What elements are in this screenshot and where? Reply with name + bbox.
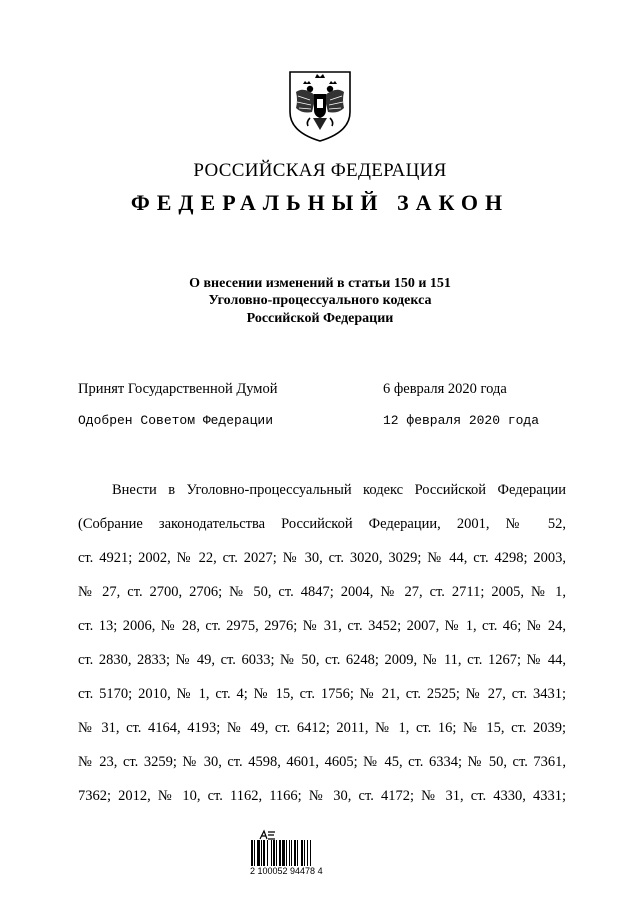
law-title-line: Российской Федерации (246, 311, 394, 326)
body-text-line: № 23, ст. 3259; № 30, ст. 4598, 4601, 4605; № 45, ст. 6334; № 50, ст. 7361, (78, 754, 566, 770)
body-text-line: № 27, ст. 2700, 2706; № 50, ст. 4847; 2004, № 27, ст. 2711; 2005, № 1, (78, 584, 566, 600)
stamp-mark (259, 828, 277, 840)
body-text-line: Внести в Уголовно-процессуальный кодекс Российской Федерации (112, 482, 566, 498)
body-text-line: ст. 5170; 2010, № 1, ст. 4; № 15, ст. 1756; № 21, ст. 2525; № 27, ст. 3431; (78, 686, 566, 702)
barcode-bar (261, 840, 262, 866)
body-text-line: № 31, ст. 4164, 4193; № 49, ст. 6412; 2011, № 1, ст. 16; № 15, ст. 2039; (78, 720, 566, 736)
body-text-line: ст. 13; 2006, № 28, ст. 2975, 2976; № 31, ст. 3452; 2007, № 1, ст. 46; № 24, (78, 618, 566, 634)
barcode-bar (273, 840, 275, 866)
coat-of-arms-emblem (286, 68, 354, 144)
barcode-bar (279, 840, 281, 866)
adoption-label: Принят Государственной Думой (78, 381, 278, 397)
barcode-bar (291, 840, 292, 866)
barcode-bar (310, 840, 311, 866)
adoption-date: 6 февраля 2020 года (383, 381, 507, 397)
barcode-bar (254, 840, 255, 866)
barcode-bar (263, 840, 265, 866)
barcode-bar (282, 840, 285, 866)
body-text-line: ст. 4921; 2002, № 22, ст. 2027; № 30, ст. 3020, 3029; № 44, ст. 4298; 2003, (78, 550, 566, 566)
barcode-bar (286, 840, 287, 866)
barcode-bar (251, 840, 253, 866)
barcode-bar (297, 840, 298, 866)
country-name: РОССИЙСКАЯ ФЕДЕРАЦИЯ (193, 160, 447, 181)
law-title-line: Уголовно-процессуального кодекса (208, 293, 432, 308)
barcode-bar (307, 840, 308, 866)
barcode-bar (257, 840, 260, 866)
adoption-date: 12 февраля 2020 года (383, 413, 540, 428)
barcode-bar (294, 840, 296, 866)
barcode-bar (289, 840, 290, 866)
barcode-bar (276, 840, 277, 866)
body-text-line: 7362; 2012, № 10, ст. 1162, 1166; № 30, ст. 4172; № 31, ст. 4330, 4331; (78, 788, 566, 804)
adoption-label: Одобрен Советом Федерации (78, 413, 274, 428)
barcode-number: 2 100052 94478 4 (250, 866, 323, 876)
barcode-bar (304, 840, 305, 866)
barcode-bar (267, 840, 268, 866)
barcode-bar (271, 840, 272, 866)
barcode (250, 840, 340, 868)
body-text-line: (Собрание законодательства Российской Федерации, 2001, № 52, (78, 516, 566, 532)
law-type-heading: ФЕДЕРАЛЬНЫЙ ЗАКОН (130, 190, 510, 215)
barcode-bar (301, 840, 303, 866)
body-text-line: ст. 2830, 2833; № 49, ст. 6033; № 50, ст. 6248; 2009, № 11, ст. 1267; № 44, (78, 652, 566, 668)
law-title-line: О внесении изменений в статьи 150 и 151 (189, 276, 451, 291)
